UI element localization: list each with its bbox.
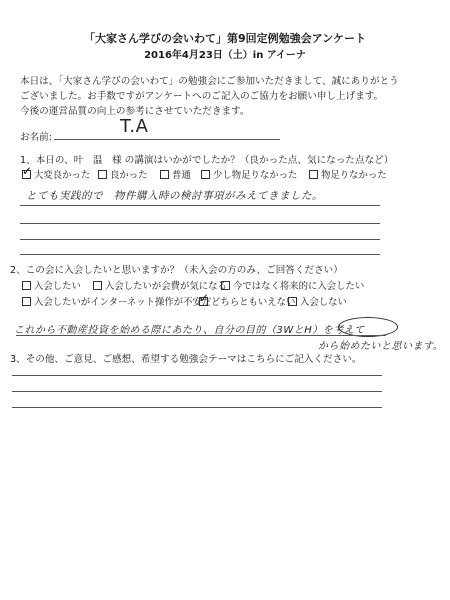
q3-answer-line-3 [12,407,382,408]
handwritten-circle [338,317,398,337]
q2-option-join-later[interactable] [221,278,364,292]
q1-answer-line-3 [20,239,380,240]
checkbox-icon[interactable] [160,170,169,179]
q2-option-label: どちらともいえない [211,297,296,308]
q2-answer-line [16,335,386,336]
q2-option-label: 入会しない [300,297,347,308]
checkbox-checked-icon[interactable] [199,297,208,306]
q3-answer-line-2 [12,391,382,392]
q1-answer-line-2 [20,223,380,224]
checkbox-icon[interactable] [22,297,31,306]
q1-option-label: 少し物足りなかった [213,170,298,181]
q1-option-label: 良かった [110,170,148,181]
q1-option-normal[interactable] [160,167,191,181]
q2-option-label: 入会したいがインターネット操作が不安だ [34,297,212,308]
q1-option-good[interactable] [98,167,148,181]
q2-option-label: 入会したいが会費が気になる [105,281,227,292]
q2-option-undecided[interactable] [199,294,295,308]
q1-question: 1、本日の、叶 温 様 の講演はいかがでしたか？（良かった点、気になった点など） [20,155,394,166]
q2-option-label: 入会したい [34,281,81,292]
q2-option-not-join[interactable] [288,294,347,308]
checkbox-icon[interactable] [288,297,297,306]
name-value[interactable]: T.A [120,116,149,137]
checkbox-icon[interactable] [98,170,107,179]
q3-answer-line-1 [12,375,382,376]
q2-option-join[interactable] [22,278,81,292]
q1-answer-line-1 [20,205,380,206]
checkbox-checked-icon[interactable] [22,170,31,179]
q1-answer-line-4 [20,254,380,255]
q1-option-very-good[interactable] [22,167,90,181]
document-subtitle: 2016年4月23日（土）in アイーナ [144,50,306,61]
intro-line-2: ございました。お手数ですがアンケートへのご記入のご協力をお願い申し上げます。 [20,91,384,102]
q2-option-join-internet-concern[interactable] [22,294,211,308]
q1-answer[interactable]: とても実践的で 物件購入時の検討事項がみえてきました。 [26,190,323,202]
checkbox-icon[interactable] [201,170,210,179]
q2-question: 2、この会に入会したいと思いますか？（未入会の方のみ、ご回答ください） [10,265,343,276]
name-underline [54,139,280,140]
document-title: 「大家さん学びの会いわて」第9回定例勉強会アンケート [84,32,366,45]
q1-option-label: 普通 [172,170,191,181]
q2-option-label: 今ではなく将来的に入会したい [233,281,365,292]
q2-answer-line-1[interactable]: これから不動産投資を始める際にあたり、自分の目的（3WとH）を考えて [14,325,365,336]
q1-option-slightly-lacking[interactable] [201,167,297,181]
q1-option-lacking[interactable] [309,167,387,181]
name-label: お名前: [20,132,53,143]
q3-question: 3、その他、ご意見、ご感想、希望する勉強会テーマはこちらにご記入ください。 [10,354,362,365]
q1-option-label: 物足りなかった [321,170,387,181]
checkbox-icon[interactable] [22,281,31,290]
intro-line-1: 本日は、「大家さん学びの会いわて」の勉強会にご参加いただきまして、誠にありがとう [20,76,399,87]
q2-answer-line-2[interactable]: から始めたいと思います。 [318,341,444,352]
checkbox-icon[interactable] [93,281,102,290]
q1-option-label: 大変良かった [34,170,91,181]
intro-line-3: 今後の運営品質の向上の参考にさせていただきます。 [20,106,250,117]
checkbox-icon[interactable] [221,281,230,290]
checkbox-icon[interactable] [309,170,318,179]
